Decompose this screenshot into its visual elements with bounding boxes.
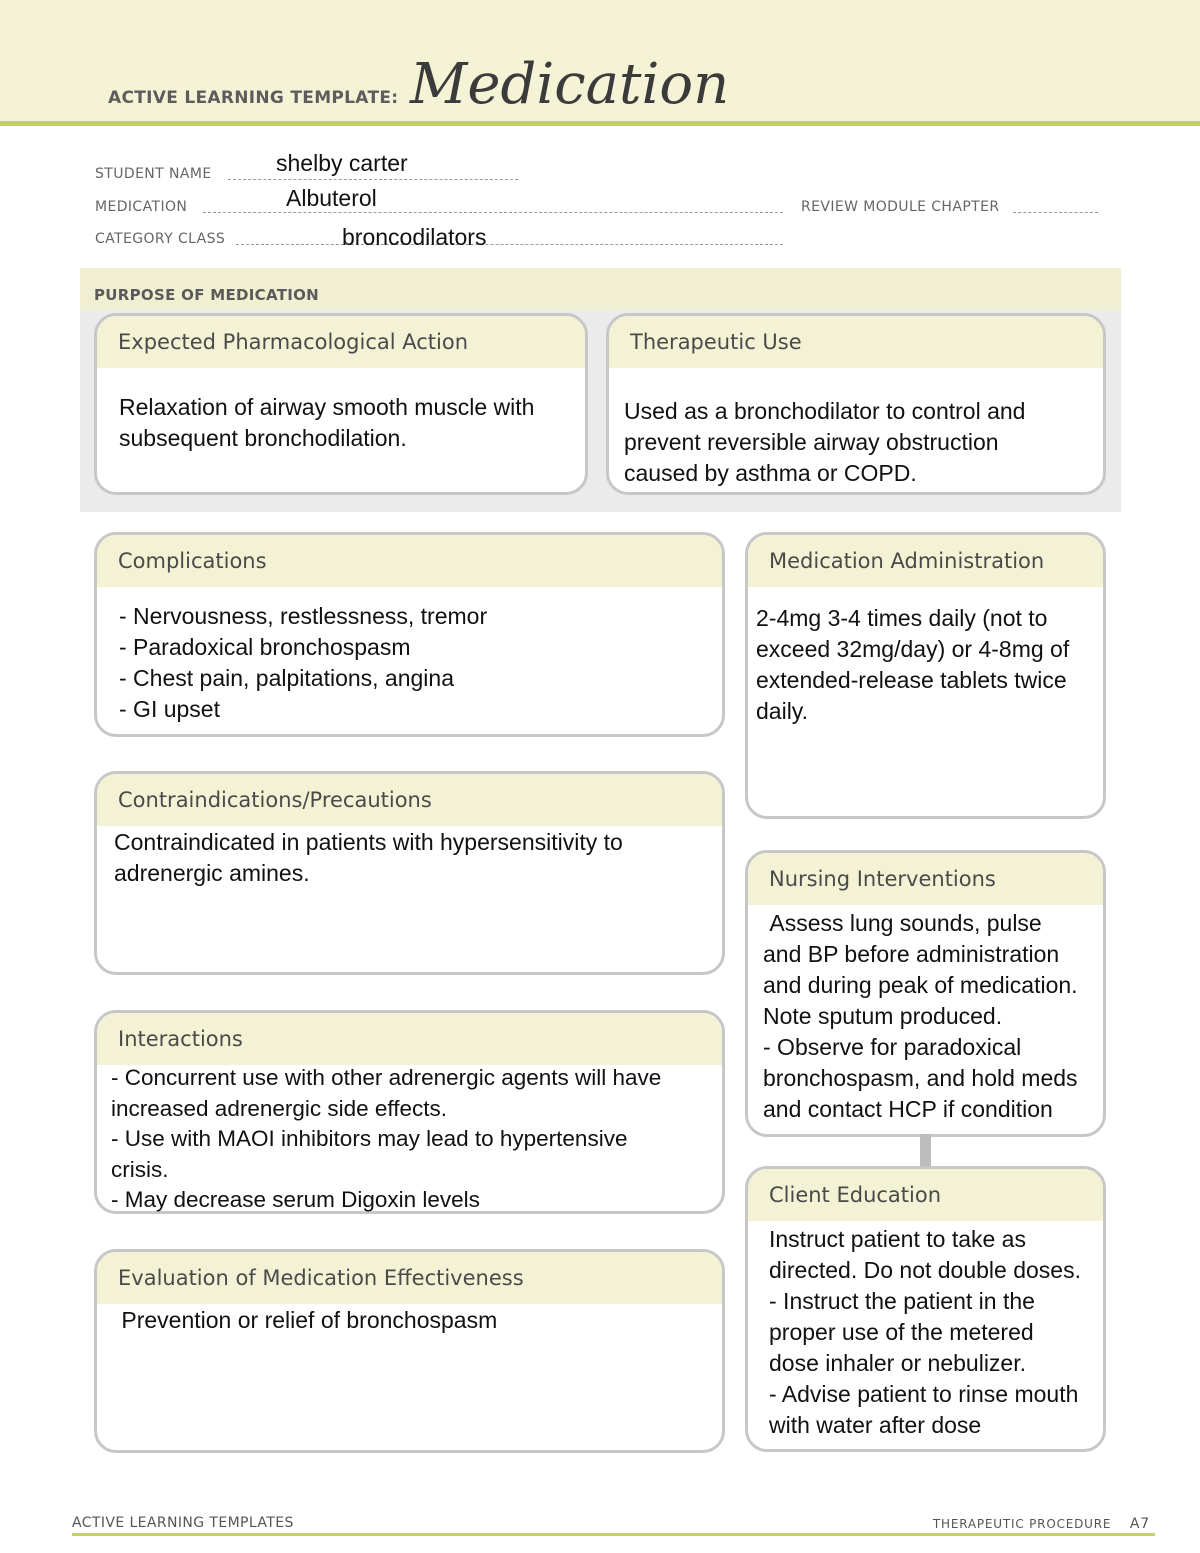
footer-page-number: A7 bbox=[1129, 1516, 1150, 1532]
review-module-line bbox=[1013, 211, 1098, 213]
evaluation-card bbox=[94, 1249, 725, 1453]
header-rule bbox=[0, 121, 1200, 126]
category-class-field[interactable]: broncodilators bbox=[342, 224, 487, 250]
evaluation-title: Evaluation of Medication Effectiveness bbox=[97, 1252, 722, 1304]
footer-procedure-label: THERAPEUTIC PROCEDURE bbox=[932, 1517, 1112, 1531]
evaluation-text[interactable]: Prevention or relief of bronchospasm bbox=[115, 1307, 498, 1333]
complications-card bbox=[94, 532, 725, 737]
complications-text[interactable]: - Nervousness, restlessness, tremor - Paradoxical bronchospasm - Chest pain, palpitations, angina - GI upset bbox=[119, 603, 488, 722]
client-education-title: Client Education bbox=[748, 1169, 1103, 1221]
interactions-text[interactable]: - Concurrent use with other adrenergic agents will have increased adrenergic side effects. - Use with MAOI inhibitors may lead to hypertensive crisis. - May decrease serum Digoxin levels bbox=[111, 1065, 662, 1212]
page-title: Medication bbox=[410, 52, 730, 117]
therapeutic-use-text[interactable]: Used as a bronchodilator to control and prevent reversible airway obstruction caused by asthma or COPD. bbox=[624, 398, 1026, 486]
expected-action-text[interactable]: Relaxation of airway smooth muscle with subsequent bronchodilation. bbox=[119, 394, 535, 451]
student-name-line bbox=[228, 178, 518, 180]
category-class-line bbox=[236, 243, 783, 245]
student-name-label: STUDENT NAME bbox=[95, 166, 212, 182]
client-education-text[interactable]: Instruct patient to take as directed. Do not double doses. - Instruct the patient in the proper use of the metered dose inhaler or nebulizer. - Advise patient to rinse mouth with water after dose bbox=[769, 1226, 1081, 1438]
medication-label: MEDICATION bbox=[95, 199, 188, 215]
medication-administration-title: Medication Administration bbox=[748, 535, 1103, 587]
footer-left: ACTIVE LEARNING TEMPLATES bbox=[72, 1515, 294, 1531]
client-education-card bbox=[745, 1166, 1106, 1452]
medication-administration-card bbox=[745, 532, 1106, 819]
contraindications-card bbox=[94, 771, 725, 975]
medication-administration-text[interactable]: 2-4mg 3-4 times daily (not to exceed 32mg/day) or 4-8mg of extended-release tablets twice daily. bbox=[756, 605, 1070, 724]
medication-field[interactable]: Albuterol bbox=[286, 185, 377, 211]
therapeutic-use-title: Therapeutic Use bbox=[609, 316, 1103, 368]
expected-action-title: Expected Pharmacological Action bbox=[97, 316, 585, 368]
interactions-card bbox=[94, 1010, 725, 1214]
category-class-label: CATEGORY CLASS bbox=[95, 231, 226, 247]
complications-title: Complications bbox=[97, 535, 722, 587]
purpose-label: PURPOSE OF MEDICATION bbox=[94, 286, 320, 304]
nursing-interventions-text[interactable]: Assess lung sounds, pulse and BP before administration and during peak of medication. Note sputum produced. - Observe for paradoxical bronchospasm, and hold meds and contact HCP if condition bbox=[763, 910, 1078, 1122]
card-connector bbox=[920, 1134, 931, 1168]
contraindications-title: Contraindications/Precautions bbox=[97, 774, 722, 826]
footer-right bbox=[933, 1516, 1150, 1532]
nursing-interventions-title: Nursing Interventions bbox=[748, 853, 1103, 905]
expected-action-card bbox=[94, 313, 588, 495]
review-module-label: REVIEW MODULE CHAPTER bbox=[801, 199, 1000, 215]
template-label: ACTIVE LEARNING TEMPLATE: bbox=[108, 88, 399, 108]
interactions-title: Interactions bbox=[97, 1013, 722, 1065]
nursing-interventions-card bbox=[745, 850, 1106, 1137]
therapeutic-use-card bbox=[606, 313, 1106, 495]
student-name-field[interactable]: shelby carter bbox=[276, 150, 408, 176]
footer-rule bbox=[72, 1533, 1155, 1536]
contraindications-text[interactable]: Contraindicated in patients with hypersensitivity to adrenergic amines. bbox=[114, 829, 623, 886]
